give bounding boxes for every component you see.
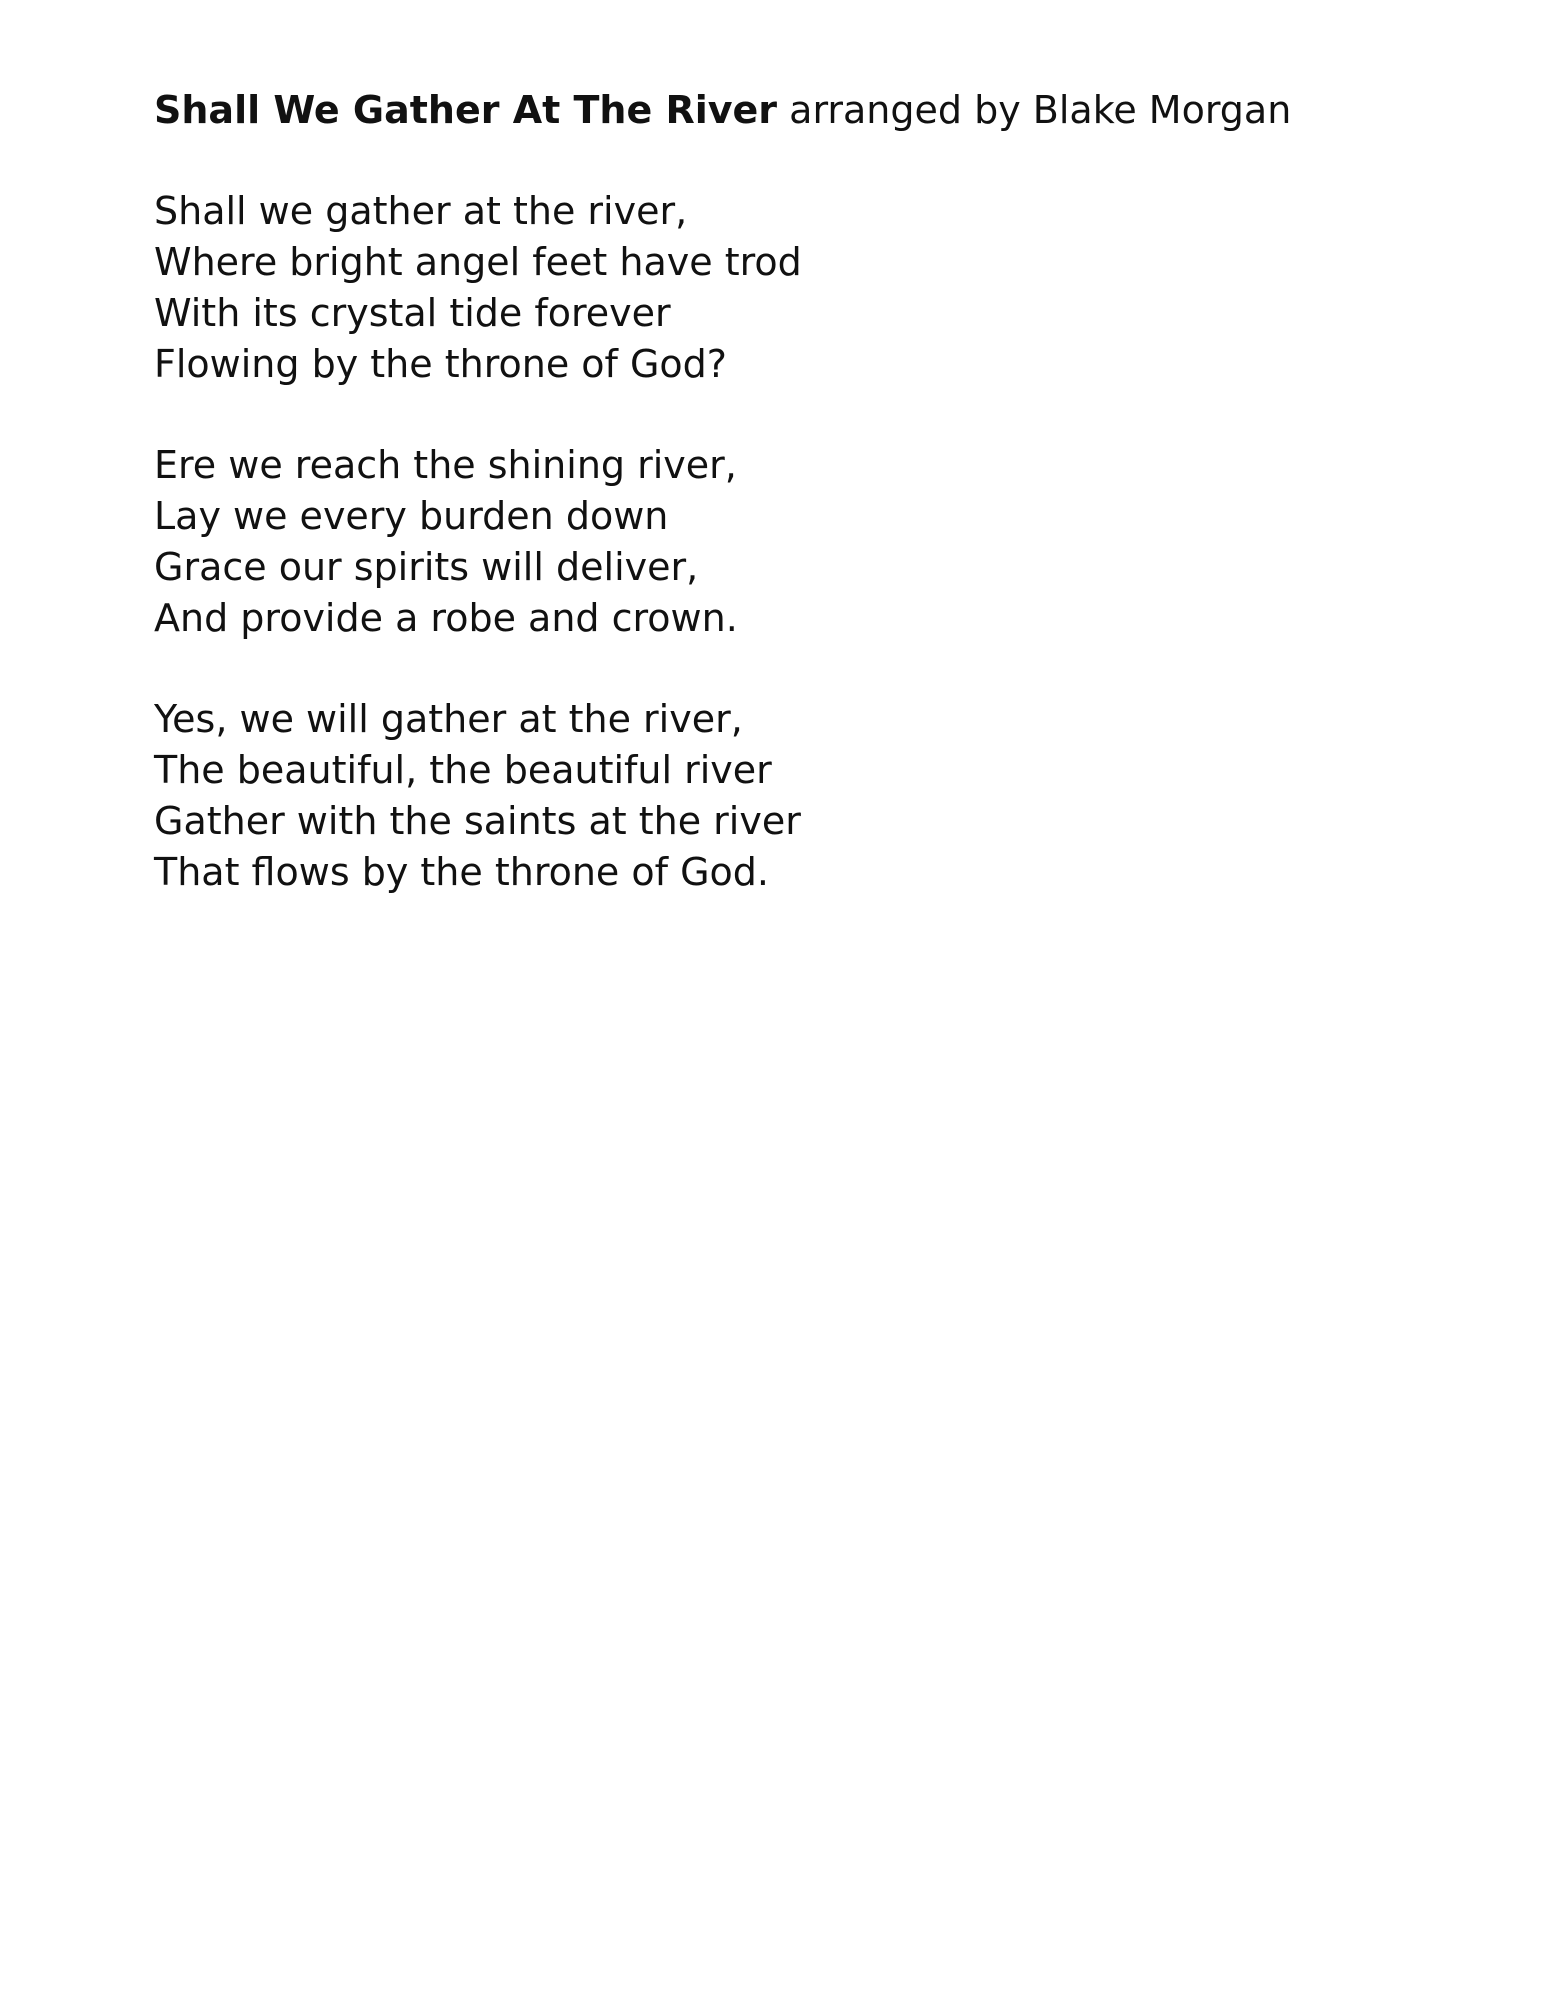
song-heading <box>154 84 1454 136</box>
verse-line: That flows by the throne of God. <box>154 850 769 894</box>
verse-line: Ere we reach the shining river, <box>154 443 737 487</box>
verse-line: Lay we every burden down <box>154 494 669 538</box>
verse-line: Shall we gather at the river, <box>154 189 688 233</box>
verse-line: Grace our spirits will deliver, <box>154 545 699 589</box>
verse-line: And provide a robe and crown. <box>154 596 738 640</box>
verse-2 <box>154 440 1454 644</box>
verse-line: With its crystal tide forever <box>154 291 671 335</box>
verse-line: The beautiful, the beautiful river <box>154 748 772 792</box>
lyrics-content <box>154 84 1454 948</box>
verse-line: Where bright angel feet have trod <box>154 240 802 284</box>
verse-line: Gather with the saints at the river <box>154 799 801 843</box>
arranger-credit: arranged by Blake Morgan <box>789 88 1292 132</box>
chorus <box>154 694 1454 898</box>
song-title: Shall We Gather At The River <box>154 88 778 132</box>
verse-1 <box>154 186 1454 390</box>
verse-line: Yes, we will gather at the river, <box>154 697 743 741</box>
verse-line: Flowing by the throne of God? <box>154 342 727 386</box>
